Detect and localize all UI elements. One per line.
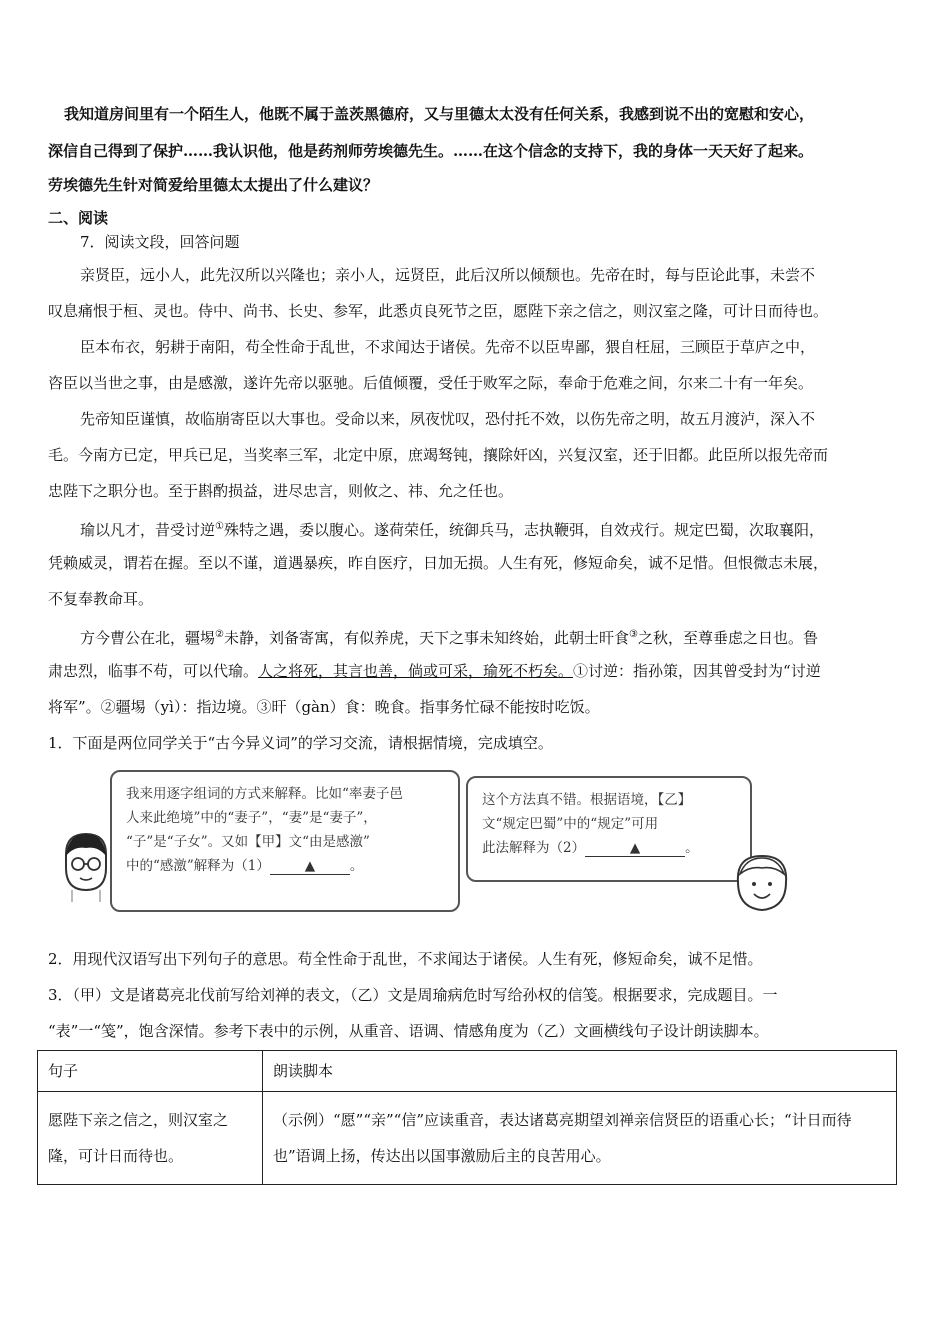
yi-p2-text-a: 方今曹公在北，疆埸 [80,629,216,647]
question-2: 2．用现代汉语写出下列句子的意思。苟全性命于乱世，不求闻达于诸侯。人生有死，修短命矣，诚不足惜。 [48,950,763,968]
bubble-left-line-4 [126,854,444,878]
yi-p2-text-b: 未静，刘备寄寓，有似养虎，天下之事未知终始，此朝士旰食 [223,629,629,647]
cell-sentence: 愿陛下亲之信之，则汉室之隆，可计日而待也。 [38,1092,263,1185]
blank-2: ▲ [585,840,685,857]
bubble-right-line-1: 这个方法真不错。根据语境，【乙】 [482,792,692,808]
table-header-row [38,1051,897,1092]
yi-p1-line3: 不复奉教命耳。 [48,590,154,608]
footnote-marker-2: ② [215,629,224,640]
jia-p1-line2: 叹息痛恨于桓、灵也。侍中、尚书、长史、参军，此悉贞良死节之臣，愿陛下亲之信之，则汉室之隆，可计日而待也。 [48,302,829,320]
yi-p1-text-b: 殊特之遇，委以腹心。遂荷荣任，统御兵马，志执鞭弭，自效戎行。规定巴蜀，次取襄阳， [223,521,824,539]
yi-p2-text-c: 之秋，至尊垂虑之日也。鲁 [637,629,818,647]
quote-line-2: 深信自己得到了保护……我认识他，他是药剂师劳埃德先生。……在这个信念的支持下，我的身体一天天好了起来。 [48,142,814,160]
yi-p2-line2-text: 肃忠烈，临事不苟，可以代瑜。 [48,662,259,680]
quote-line-1: 我知道房间里有一个陌生人，他既不属于盖茨黑德府，又与里德太太没有任何关系，我感到说不出的宽慰和安心， [64,105,815,123]
footnote-1: ①讨逆：指孙策，因其曾受封为“讨逆 [573,662,821,680]
underlined-sentence: 人之将死，其言也善，倘或可采，瑜死不朽矣。 [258,662,574,680]
period-1: 。 [349,858,364,874]
footnote-marker-1: ① [215,521,224,532]
period-2: 。 [685,840,699,856]
bubble-left-last-text: 中的“感激”解释为（1） [126,858,270,874]
jia-p3-line1: 先帝知臣谨慎，故临崩寄臣以大事也。受命以来，夙夜忧叹，恐付托不效，以伤先帝之明，故五月渡泸，深入不 [80,410,816,428]
question-3-line2: “表”一“笺”，饱含深情。参考下表中的示例，从重音、语调、情感角度为（乙）文画横线句子设计朗读脚本。 [48,1022,769,1040]
bubble-right-line-3 [482,836,736,860]
jia-p2-line1: 臣本布衣，躬耕于南阳，苟全性命于乱世，不求闻达于诸侯。先帝不以臣卑鄙，猥自枉屈，三顾臣于草庐之中， [80,338,816,356]
girl-avatar-icon [730,848,794,918]
section-heading: 二、阅读 [48,209,109,227]
header-sentence: 句子 [38,1051,263,1092]
bubble-left-line-2: 人来此绝境”中的“妻子”，“妻”是“妻子”， [126,810,377,826]
speech-bubble-left [110,770,460,912]
boy-avatar-icon [58,828,114,904]
speech-bubble-right [466,776,752,882]
question-1: 1．下面是两位同学关于“古今异义词”的学习交流，请根据情境，完成填空。 [48,734,553,752]
yi-p2-line2 [48,661,908,681]
yi-p1-text-a: 瑜以凡才，昔受讨逆 [80,521,216,539]
yi-footnotes-line: 将军”。②疆埸（yì）：指边境。③旰（gàn）食：晚食。指事务忙碌不能按时吃饭。 [48,698,600,716]
bubble-left-line-1: 我来用逐字组词的方式来解释。比如“率妻子邑 [126,786,403,802]
bubble-left-line-3: “子”是“子女”。又如【甲】文“由是感激” [126,834,370,850]
yi-p2-line1 [80,625,908,648]
jia-p3-line3: 忠陛下之职分也。至于斟酌损益，进尽忠言，则攸之、祎、允之任也。 [48,482,514,500]
header-script: 朗读脚本 [263,1051,897,1092]
yi-p1-line1 [80,517,908,540]
cell-script: （示例）“愿”“亲”“信”应读重音，表达诸葛亮期望刘禅亲信贤臣的语重心长；“计日而待也”语调上扬，传达出以国事激励后主的良苦用心。 [263,1092,897,1185]
question-3-line1: 3．（甲）文是诸葛亮北伐前写给刘禅的表文，（乙）文是周瑜病危时写给孙权的信笺。根据要求，完成题目。一 [48,986,778,1004]
quote-question: 劳埃德先生针对简爱给里德太太提出了什么建议？ [48,176,379,194]
bubble-right-last-text: 此法解释为（2） [482,840,586,856]
jia-p2-line2: 咨臣以当世之事，由是感激，遂许先帝以驱驰。后值倾覆，受任于败军之际，奉命于危难之间，尔来二十有一年矣。 [48,374,814,392]
bubble-right-line-2: 文“规定巴蜀”中的“规定”可用 [482,816,659,832]
blank-1: ▲ [270,858,350,875]
jia-p1-line1: 亲贤臣，远小人，此先汉所以兴隆也；亲小人，远贤臣，此后汉所以倾颓也。先帝在时，每与臣论此事，未尝不 [80,266,816,284]
table-row [38,1092,897,1185]
jia-p3-line2: 毛。今南方已定，甲兵已足，当奖率三军，北定中原，庶竭驽钝，攘除奸凶，兴复汉室，还于旧都。此臣所以报先帝而 [48,446,829,464]
reading-script-table [37,1050,897,1185]
footnote-marker-3: ③ [629,629,638,640]
question-7-label: 7．阅读文段，回答问题 [80,233,240,251]
yi-p1-line2: 凭赖威灵，谓若在握。至以不谨，道遇暴疾，昨自医疗，日加无损。人生有死，修短命矣，诚不足惜。但恨微志未展， [48,554,829,572]
